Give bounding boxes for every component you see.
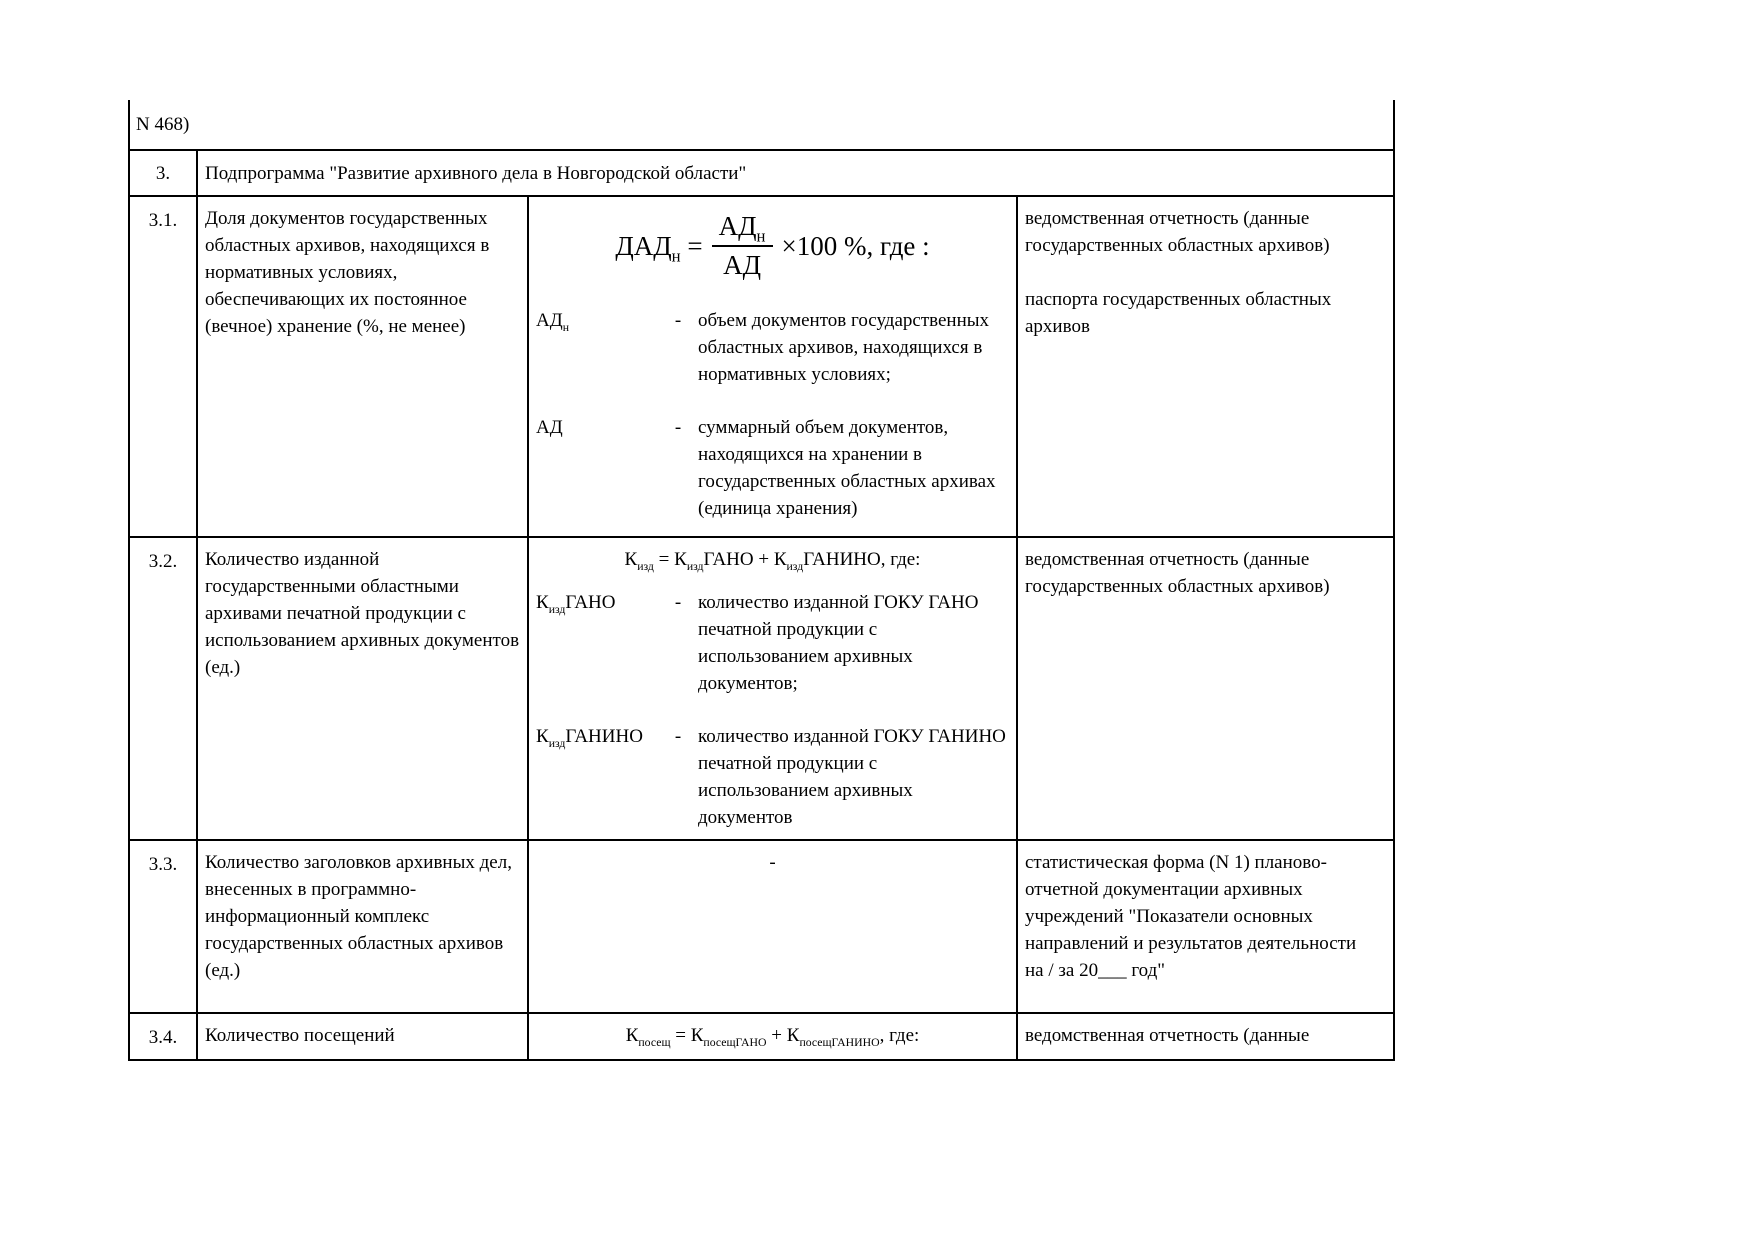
definition-dash: - <box>674 310 682 332</box>
source-text: статистическая форма (N 1) планово-отчетной документации архивных учреждений "Показатели основных направлений и результатов деятельности <box>1025 852 1357 954</box>
definition-row <box>536 589 1009 697</box>
row-number: 3.3. <box>129 840 197 1013</box>
definition-dash: - <box>674 726 682 747</box>
source-text: на / за 20___ год" <box>1025 960 1166 981</box>
definition-row <box>536 414 1009 522</box>
table-row <box>129 537 1394 840</box>
definition-description: количество изданной ГОКУ ГАНО печатной продукции с использованием архивных документов; <box>698 592 979 694</box>
table-row <box>129 196 1394 537</box>
formula-lhs: $ДАД_н$ = <box>615 230 703 265</box>
indicator-name: Количество заголовков архивных дел, внесенных в программно-информационный комплекс государственных областных архивов (ед.) <box>197 840 528 1013</box>
indicators-table <box>128 100 1395 1061</box>
definition-term: $АД_н$ <box>536 310 569 334</box>
definition-dash: - <box>674 592 682 613</box>
formula-cell <box>528 196 1017 537</box>
definition-description: суммарный объем документов, находящихся на хранении в государственных областных архивах (единица хранения) <box>698 417 996 520</box>
definition-row <box>536 723 1009 831</box>
subprogram-title: Подпрограмма "Развитие архивного дела в Новгородской области" <box>197 150 1394 196</box>
source-cell <box>1017 840 1394 1013</box>
source-text: ведомственная отчетность (данные <box>1025 1025 1310 1046</box>
fraction-denominator: АД <box>723 250 762 281</box>
definition-term: АД <box>536 417 563 439</box>
source-cell <box>1017 537 1394 840</box>
definition-term: $К_{изд}ГАНО$ <box>536 592 616 616</box>
definition-description: количество изданной ГОКУ ГАНИНО печатной продукции с использованием архивных документов <box>698 726 1006 828</box>
row-number: 3. <box>129 150 197 196</box>
formula: $К_{посещ} = К_{посещГАНО} + К_{посещГАНИНО}$, где: <box>625 1025 920 1049</box>
row-number: 3.2. <box>129 537 197 840</box>
definition-row <box>536 307 1009 388</box>
table-row <box>129 1013 1394 1060</box>
table-row <box>129 150 1394 196</box>
fraction-numerator: $АД_н$ <box>712 211 773 247</box>
definition-term: $К_{изд}ГАНИНО$ <box>536 726 643 750</box>
definition-description: объем документов государственных областных архивов, находящихся в нормативных условиях; <box>698 310 990 386</box>
formula <box>536 211 1009 281</box>
source-text: паспорта государственных областных архивов <box>1025 289 1332 337</box>
table-row <box>129 840 1394 1013</box>
formula-cell <box>528 1013 1017 1060</box>
definition-dash: - <box>674 417 682 439</box>
formula-cell <box>528 537 1017 840</box>
formula: $К_{изд}$ = $К_{изд}ГАНО$ + $К_{изд}ГАНИНО$, где: <box>624 549 921 573</box>
indicator-name: Доля документов государственных областных архивов, находящихся в нормативных условиях, обеспечивающих их постоянное (вечное) хранение (%, не менее) <box>197 196 528 537</box>
document-sheet <box>128 100 1393 1061</box>
indicator-name: Количество изданной государственными областными архивами печатной продукции с использованием архивных документов (ед.) <box>197 537 528 840</box>
row-number: 3.4. <box>129 1013 197 1060</box>
indicator-name: Количество посещений <box>197 1013 528 1060</box>
fraction <box>712 211 773 281</box>
continuation-cell: N 468) <box>129 100 1394 150</box>
source-cell <box>1017 196 1394 537</box>
source-text: ведомственная отчетность (данные государственных областных архивов) <box>1025 549 1330 597</box>
formula-rhs: ×100 %, где : <box>781 230 930 261</box>
formula-cell: - <box>528 840 1017 1013</box>
source-cell <box>1017 1013 1394 1060</box>
row-number: 3.1. <box>129 196 197 537</box>
table-row <box>129 100 1394 150</box>
source-text: ведомственная отчетность (данные государственных областных архивов) <box>1025 208 1330 256</box>
